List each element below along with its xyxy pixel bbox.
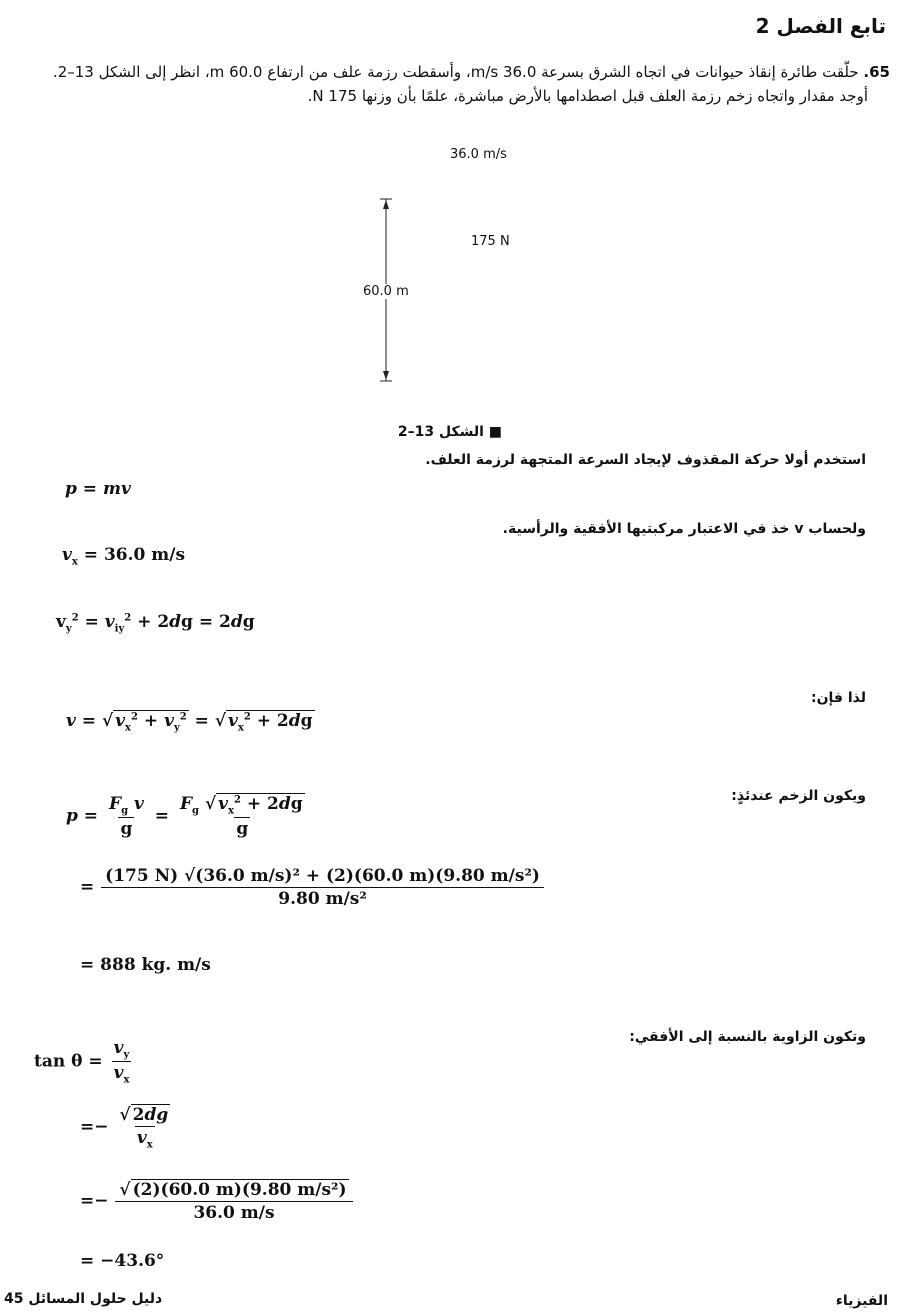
vx-value: = 36.0 m/s [83, 545, 186, 565]
figure-weight-label: 175 N [471, 234, 510, 249]
equation-vx: $v_x = 36.0$ m/s [62, 545, 186, 568]
p-numeric-denominator: 9.80 m/s² [101, 887, 544, 909]
equation-p-mv: p = mv [65, 479, 131, 499]
problem-statement [10, 60, 890, 108]
page-header-title: تابع الفصل 2 [755, 14, 886, 38]
figure-height-label: 60.0 m [363, 284, 409, 299]
footer-right-subject: الفيزياء [835, 1293, 888, 1309]
momentum-then-text: ويكون الزخم عندئذٍ: [731, 788, 866, 804]
p-numeric-numerator: (175 N) √(36.0 m/s)² + (2)(60.0 m)(9.80 m/s²) [105, 866, 540, 886]
equation-tan-theta: tan θ = $\frac{v_y}{v_x}$ [34, 1038, 130, 1086]
tan-denominator: 36.0 m/s [115, 1201, 352, 1223]
equation-tan-symbolic: =− $\frac{√ 2dg}{v_x}$ [80, 1105, 169, 1151]
angle-text: وتكون الزاوية بالنسبة إلى الأفقي: [629, 1029, 866, 1045]
intro-text: استخدم أولا حركة المقذوف لإيجاد السرعة المتجهة لرزمة العلف. [425, 452, 866, 468]
equation-angle-result: = −43.6° [80, 1251, 165, 1271]
components-text: ولحساب v خذ في الاعتبار مركبتيها الأفقية والرأسية. [502, 521, 866, 537]
equation-tan-numeric: =− $\frac{\text{√ (2)(60.0 m)(9.80 m/s²)}}{36.0 m/s}$ [80, 1180, 354, 1223]
figure-caption: ■ الشكل 13–2 [397, 424, 502, 440]
equation-v-magnitude: v = √ $v_x^2 + v_y^2$ = √ $v_x^2 + 2dg$ [66, 711, 313, 734]
equation-p-numeric: = $\frac{\text{(175 N) √(36.0 m/s)² + (2)(60.0 m)(9.80 m/s²)}}{\text{9.80 m/s²}}$ [80, 866, 545, 909]
figure-speed-label: 36.0 m/s [450, 147, 507, 162]
footer-left-title: دليل حلول المسائل 45 [4, 1291, 163, 1307]
problem-line-2: أوجد مقدار واتجاه زخم رزمة العلف قبل اصطدامها بالأرض مباشرة، علمًا بأن وزنها 175 N. [307, 87, 868, 105]
equation-p-result: = 888 kg. m/s [80, 955, 211, 975]
problem-line-1: 65. حلّقت طائرة إنقاذ حيوانات في اتجاه الشرق بسرعة 36.0 m/s، وأسقطت رزمة علف من ارتفاع 60.0 m، انظر إلى الشكل 13–2. [52, 63, 890, 81]
problem-number: 65. [863, 63, 890, 81]
equation-p-symbolic: p = $\frac{F_g v}{g}$ = $\frac{F_g √ v_x^2 + 2dg}{g}$ [66, 794, 303, 840]
equation-vy-squared: $v_y^2 = v_{iy}^2 + 2dg = 2dg$ [56, 612, 255, 635]
tan-numerator-sqrt: (2)(60.0 m)(9.80 m/s²) [132, 1180, 347, 1200]
therefore-text: لذا فإن: [811, 690, 866, 706]
